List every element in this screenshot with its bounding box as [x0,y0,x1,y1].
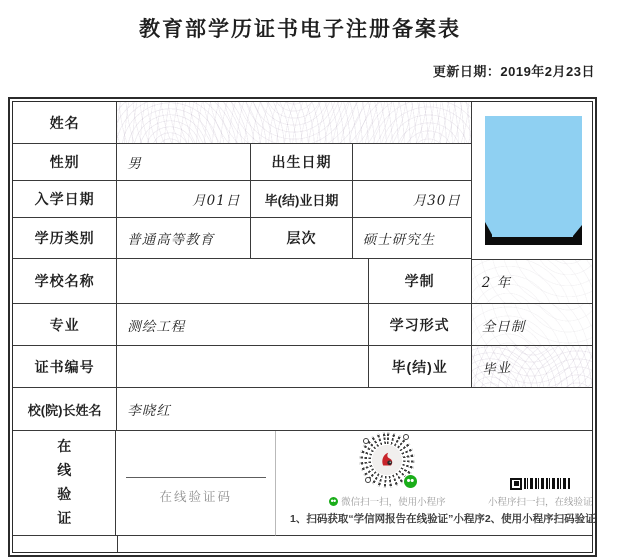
update-date: 更新日期：2019年2月23日 [432,64,595,79]
study-form-value: 全日制 [472,304,592,346]
graduation-status-text: 毕业 [481,359,512,378]
graduate-date-value: 月30日 [353,181,472,218]
row-president [13,388,592,431]
name-label: 姓名 [13,102,117,144]
wechat-qr-block [290,430,485,526]
partial-label-cell [13,536,118,552]
row-cert-status [13,346,592,388]
enroll-date-value: 月01日 [117,181,251,218]
barcode-bars [524,478,570,489]
page-title: 教育部学历证书电子注册备案表 [139,18,461,41]
miniprogram-qr-block [485,477,596,526]
barcode-finder-square [510,478,522,490]
wechat-caption [329,494,446,508]
step1-text: 1、扫码获取“学信网报告在线验证”小程序 [290,513,485,525]
birth-date-value [353,144,472,181]
row-partial [13,536,592,552]
duration-label: 学制 [369,259,472,304]
photo-placeholder [485,116,582,245]
level-label: 层次 [251,218,352,259]
step2-text: 2、使用小程序扫码验证 [484,513,596,525]
level-value: 硕士研究生 [353,218,472,259]
record-table-inner [12,101,596,553]
photo-cell [471,102,592,260]
miniprogram-caption: 小程序扫一扫，在线验证 [488,497,593,508]
major-label: 专业 [13,304,117,346]
verify-code-area [116,431,276,536]
chsi-bird-icon [377,450,397,470]
row-major-form [13,304,592,346]
name-value [117,102,472,144]
online-verify-label: 在线验证 [57,438,73,526]
partial-value-cell [118,536,592,552]
miniprogram-barcode-icon [510,477,570,490]
graduation-status-value [472,346,592,388]
study-form-label: 学习形式 [369,304,472,346]
wechat-caption-text: 微信扫一扫，使用小程序 [341,497,446,508]
education-type-label: 学历类别 [13,218,117,259]
birth-date-label: 出生日期 [251,144,352,181]
gender-label: 性别 [13,144,117,181]
school-name-value [117,259,368,304]
wechat-icon [329,497,338,506]
gender-value: 男 [117,144,251,181]
wechat-icon [403,474,418,489]
graduate-date-label: 毕(结)业日期 [251,181,352,218]
cert-no-value [117,346,368,388]
school-name-label: 学校名称 [13,259,117,304]
wechat-miniprogram-qr-icon [357,430,417,490]
cert-no-label: 证书编号 [13,346,117,388]
education-type-value: 普通高等教育 [117,218,251,259]
online-verify-label-cell [13,431,116,536]
president-label: 校(院)长姓名 [13,388,117,431]
president-value: 李晓红 [117,388,592,431]
qr-area [276,431,596,536]
graduation-status-label: 毕(结)业 [369,346,472,388]
row-online-verify [13,431,596,536]
photo-bottom-bar [485,237,582,245]
verify-code-line [126,477,266,478]
row-school-duration [13,259,592,304]
enroll-date-label: 入学日期 [13,181,117,218]
verify-code-placeholder: 在线验证码 [159,489,232,504]
major-value: 测绘工程 [117,304,368,346]
duration-value: 2 年 [472,259,592,304]
record-table [8,97,597,557]
